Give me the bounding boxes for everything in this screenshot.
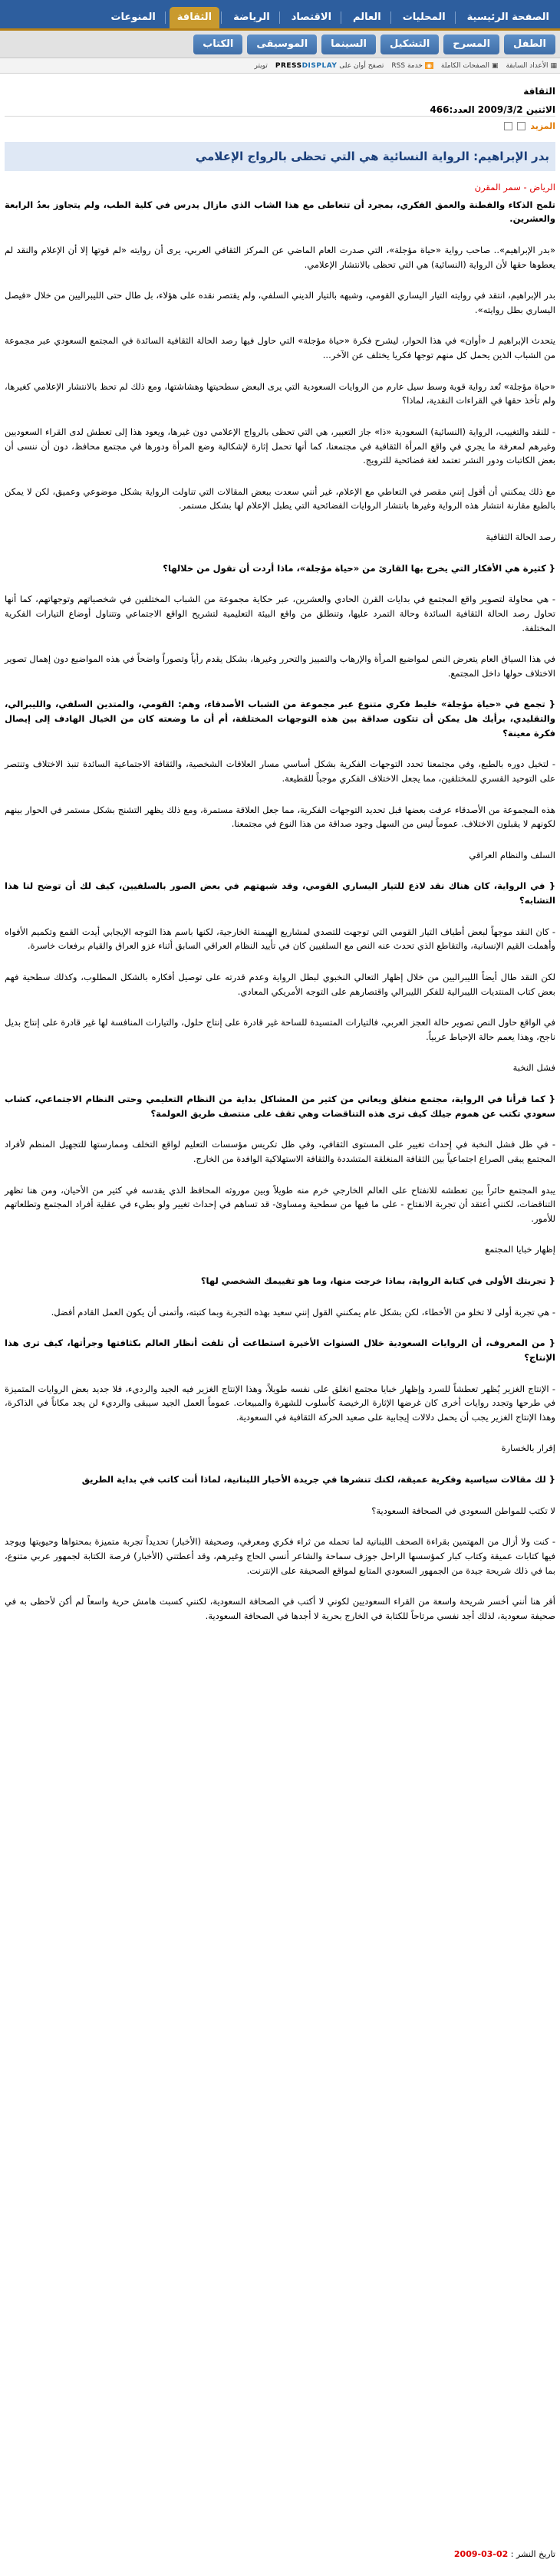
section-subheading: إظهار خبايا المجتمع bbox=[485, 1244, 555, 1255]
spacer bbox=[5, 317, 555, 334]
spacer bbox=[5, 635, 555, 652]
more-link[interactable]: المزيد bbox=[530, 121, 555, 131]
subnav-item[interactable]: المسرح bbox=[443, 35, 499, 54]
nav-tab[interactable]: المحليات bbox=[402, 12, 446, 23]
spacer bbox=[5, 363, 555, 380]
nav-separator bbox=[390, 12, 391, 24]
pages-icon: ▣ bbox=[491, 61, 499, 70]
interview-question: { كما قرأنا في الرواية، مجتمع منغلق ويعاني من كثير من المشاكل بداية من النظام التعليمي وحتى النظام الاجتماعي، كشاب سعودي تكتب عن هموم جيلك كيف ترى هذه التناقضات وهي تقف على منتصف طريق العولمة؟ bbox=[5, 1094, 555, 1119]
spacer bbox=[5, 1424, 555, 1441]
spacer bbox=[5, 740, 555, 757]
article-paragraph: - كان النقد موجهاً لبعض أطياف التيار القومي التي توجهت للتصدي لمشاريع الهيمنة الخارجية، لكنها باسم هذا التوجه الإيجابي أيدت القمع وتكميم الأفواه وأهملت القيم الإنسانية، والتقاطع الذي تحدث عنه النص مع السلفيين كان في تأييد النظام العراقي السابق أثناء غزو العراق والقيام برفعات خاسرة. bbox=[5, 926, 555, 952]
nav-separator bbox=[279, 12, 280, 24]
article-paragraph: أقر هنا أنني أخسر شريحة واسعة من القراء السعوديين لكوني لا أكتب في الصحافة السعودية، لكنني كسبت هامش حرية واسعاً لم أكن لأحظى به في صحيفة سعودية، لذلك أجد نفسي مرتاحاً للكتابة في الخارج بحرية لا أجدها في الصحافة السعودية. bbox=[5, 1596, 555, 1621]
article-paragraph: «بدر الإبراهيم».. صاحب رواية «حياة مؤجلة»، التي صدرت العام الماضي عن المركز الثقافي العربي، يرى أن روايته «لم قوتها إلا أن الإعلام والنقد لم يعطوها حقها لأن الرواية (النسائية) هي التي تحظى بالانتشار الإعلامي. bbox=[5, 244, 555, 270]
spacer bbox=[5, 953, 555, 970]
spacer bbox=[5, 1578, 555, 1594]
article-paragraph: في الواقع حاول النص تصوير حالة العجز العربي، فالتيارات المتسيدة للساحة غير قادرة على إنتاج حلول، والتيارات المنافسة لها غير قادرة على إنتاج بديل ناجح، وهذا يعمم حالة الإحباط عربياً. bbox=[5, 1017, 555, 1042]
spacer bbox=[5, 226, 555, 243]
section-subheading: إقرار بالخسارة bbox=[501, 1443, 555, 1454]
calendar-icon: ▦ bbox=[550, 61, 557, 70]
interview-question: { لك مقالات سياسية وفكرية عميقة، لكنك تنشرها في جريدة الأخبار اللبنانية، لماذا أنت كاتب في بداية الطريق bbox=[81, 1474, 555, 1485]
nav-separator bbox=[221, 12, 222, 24]
subnav-item[interactable]: الطفل bbox=[504, 35, 555, 54]
subnav-item[interactable]: الكتاب bbox=[193, 35, 242, 54]
article-paragraph: مع ذلك يمكنني أن أقول إنني مقصر في التعاطي مع الإعلام، غير أنني سعدت ببعض المقالات التي تناولت الرواية بشكل موضوعي وعميق، لكن لا يمكن بالطبع مقارنة انتشار هذه الرواية وغيرها بانتشار الروايات الفضائحية التي يطبل الإعلام لها بشكل مستمر. bbox=[5, 485, 555, 512]
article-paragraph: - لتخيل دوره بالطبع، وفي مجتمعنا تحدد التوجهات الفكرية بشكل أساسي مسار العلاقات الشخصية، والثقافة الاجتماعية السائدة تنبذ الاختلاف وتنتصر على التوحيد القسري للمختلفين، مما يجعل الاختلاف الفكري موجباً للقطيعة. bbox=[5, 758, 555, 784]
spacer bbox=[5, 1288, 555, 1305]
spacer bbox=[5, 786, 555, 803]
spacer bbox=[5, 831, 555, 848]
article-paragraph: - للنقد والتغييب، الرواية (النسائية) السعودية «ذا» جاز التعبير، هي التي تحظى بالرواج الإعلامي دون غيرها، ويعود هذا إلى تعطش لدى القراء السعوديين وغيرهم لمعرفة ما يجري في واقع المرأة الثقافية في مجتمعنا، كما أنها تحمل إثارة لإشكالية وضع المرأة ودورها في مجتمع محافظ، دون أن ننسى أن بعض الكاتبات ودور النشر تعتمد لغة فضائحية للترويج. bbox=[5, 426, 555, 466]
interview-question: { في الرواية، كان هناك نقد لاذع للتيار اليساري القومي، وقد شبهتهم في بعض الصور بالسلفيين، كيف لك أن توضح لنا هذا التشابه؟ bbox=[5, 880, 555, 906]
article-paragraph: هذه المجموعة من الأصدقاء عرفت بعضها قبل تحديد التوجهات الفكرية، مما جعل العلاقة مستمرة، ومع ذلك يظهر التشنج بشكل مستمر في الحوار بينهم لكونهم لا يقبلون الاختلاف. عموماً ليس من السهل وجود صداقة من هذا النوع في مجتمعنا. bbox=[5, 804, 555, 830]
more-row bbox=[5, 121, 555, 131]
rss-icon: ◉ bbox=[426, 62, 432, 69]
byline: الرياض - سمر المقرن bbox=[474, 182, 555, 192]
interview-question: { تجمع في «حياة مؤجلة» خليط فكري متنوع عبر مجموعة من الشباب الأصدقاء، وهم: القومي، والمتدين السلفي، والليبرالي، والتقليدي، برأيك هل يمكن أن تتكون صداقة بين هذه التوجهات المختلفة، أم أن ما وضعته كان من الخيال الهادف إلى إيصال فكرة معينة؟ bbox=[5, 699, 555, 739]
spacer bbox=[5, 1044, 555, 1061]
nav-tab[interactable]: العالم bbox=[353, 12, 381, 23]
section-subheading: رصد الحالة الثقافية bbox=[486, 531, 555, 542]
spacer bbox=[5, 1225, 555, 1242]
nav-tab[interactable]: المنوعات bbox=[110, 12, 156, 23]
spacer bbox=[5, 998, 555, 1015]
article-paragraph: يتحدث الإبراهيم لـ «أوان» في هذا الحوار، ليشرح فكرة «حياة مؤجلة» التي حاول فيها رصد الحالة الثقافية السائدة في المجتمع السعودي عبر مجموعة من الشباب الذين يحمل كل منهم توجها فكريا يختلف عن الآخر... bbox=[5, 335, 555, 360]
spacer bbox=[5, 468, 555, 485]
spacer bbox=[5, 1166, 555, 1183]
nav-separator bbox=[165, 12, 166, 24]
spacer bbox=[5, 680, 555, 697]
press-display-logo: PRESSDISPLAY bbox=[275, 61, 338, 70]
spacer bbox=[5, 513, 555, 530]
spacer bbox=[5, 1120, 555, 1137]
spacer bbox=[5, 408, 555, 425]
top-nav bbox=[0, 0, 560, 31]
archive-link[interactable]: ▦ الأعداد السابقة bbox=[506, 61, 557, 70]
interview-question: { تجربتك الأولى في كتابة الرواية، بماذا خرجت منها، وما هو تقييمك الشخصي لها؟ bbox=[200, 1275, 555, 1286]
article-paragraph: في هذا السياق العام يتعرض النص لمواضيع المرأة والإرهاب والتمييز والتحرر وغيرها، بشكل يقدم رأياً وتصوراً واضحاً في هذه المواضيع دون إهمال تصوير الاختلاف حولها داخل المجتمع. bbox=[5, 653, 555, 679]
article-paragraph: - في ظل فشل النخبة في إحداث تغيير على المستوى الثقافي، وفي ظل تكريس مؤسسات التعليم لواقع التخلف وممارستها للتجهيل المنظم لأفراد المجتمع يبقى الصراع اجتماعياً بين الثقافة المنغلقة المتشددة والثقافة الاستهلاكية الوافدة من الخارج. bbox=[5, 1139, 555, 1164]
section-subheading: فشل النخبة bbox=[512, 1062, 555, 1074]
twitter-link[interactable]: تويتر bbox=[254, 61, 268, 70]
spacer bbox=[5, 1487, 555, 1504]
nav-separator bbox=[455, 12, 456, 24]
interview-question: { كثيرة هي الأفكار التي يخرج بها القارئ من «حياة مؤجلة»، ماذا أردت أن تقول من خلالها؟ bbox=[163, 562, 555, 574]
spacer bbox=[5, 862, 555, 879]
issue-bar bbox=[5, 103, 555, 117]
spacer bbox=[5, 1319, 555, 1336]
article-paragraph: يبدو المجتمع حائراً بين تعطشه للانفتاح على العالم الخارجي خرم منه طويلاً وبين موروثه المحافظ الذي يقدسه في كثير من الأحيان، ومن هنا تظهر التناقضات، لكنني أعتقد أن تجربة الانفتاح - على ما فيها من سطحية ومساوئ- قد تساهم في إحداث تغيير ولو بطيء في عقلية أفراد المجتمع وتطلعاتهم للأمور. bbox=[5, 1184, 555, 1224]
tools-bar bbox=[0, 58, 560, 74]
article-paragraph: - هي تجربة أولى لا تخلو من الأخطاء، لكن بشكل عام يمكنني القول إنني سعيد بهذه التجربة وبما كتبته، وأتمنى أن يكون العمل القادم أفضل. bbox=[51, 1306, 555, 1318]
sub-nav bbox=[0, 31, 560, 58]
issue-number: العدد:466 bbox=[430, 104, 475, 115]
nav-tab[interactable]: الثقافة bbox=[170, 7, 219, 28]
article-paragraph: لكن النقد طال أيضاً الليبراليين من خلال إظهار التعالي النخبوي لبطل الرواية وعدم قدرته على توصيل أفكاره بالشكل المطلوب، وكذلك سطحية فهم بعض كتاب المنتديات الليبرالية للفكر الليبرالي واقتصارهم على التوجه الأمريكي المعادي. bbox=[5, 971, 555, 997]
spacer bbox=[5, 544, 555, 561]
nav-tab[interactable]: الاقتصاد bbox=[291, 12, 332, 23]
subnav-item[interactable]: التشكيل bbox=[380, 35, 439, 54]
print-icon[interactable] bbox=[504, 122, 512, 130]
issue-info bbox=[430, 103, 555, 116]
spacer bbox=[5, 1365, 555, 1382]
interview-question: { من المعروف، أن الروايات السعودية خلال السنوات الأخيرة استطاعت أن تلفت أنظار العالم بكثافتها وجرأتها، كيف ترى هذا الإنتاج؟ bbox=[5, 1337, 555, 1363]
lead-paragraph: تلمح الذكاء والفطنة والعمق الفكري، بمجرد أن تتعاطى مع هذا الشاب الذي مازال يدرس في كلية الطب، ولم يتجاوز بعدُ الرابعة والعشرين. bbox=[5, 199, 555, 225]
spacer bbox=[5, 1257, 555, 1274]
email-icon[interactable] bbox=[517, 122, 525, 130]
article-headline: بدر الإبراهيم: الرواية النسائية هي التي تحظى بالرواج الإعلامي bbox=[5, 142, 555, 171]
spacer bbox=[5, 575, 555, 592]
nav-tab[interactable]: الصفحة الرئيسية bbox=[466, 12, 549, 23]
sections-block bbox=[5, 513, 555, 1623]
spacer bbox=[5, 1518, 555, 1535]
spacer bbox=[5, 908, 555, 925]
publish-date: تاريخ النشر : 02-03-2009 bbox=[453, 2549, 555, 2559]
subnav-item[interactable]: الموسيقى bbox=[247, 35, 317, 54]
article-paragraph: لا تكتب للمواطن السعودي في الصحافة السعودية؟ bbox=[371, 1505, 555, 1516]
spacer bbox=[5, 1456, 555, 1472]
nav-tab[interactable]: الرياضة bbox=[233, 12, 270, 23]
spacer bbox=[5, 271, 555, 288]
rss-link[interactable]: ◉ خدمة RSS bbox=[391, 61, 432, 70]
issue-date: الاثنين 2009/3/2 bbox=[477, 104, 555, 115]
intro-block bbox=[5, 226, 555, 513]
article-body bbox=[0, 171, 560, 1623]
article-paragraph: «حياة مؤجلة» تُعد رواية قوية وسط سيل عارم من الروايات السعودية التي يرى البعض سطحيتها وهشاشتها، ومع ذلك لم تحظ بالانتشار الإعلامي كغيرها، ولم تأخذ حقها في القراءات النقدية، لماذا؟ bbox=[5, 380, 555, 406]
press-display-link[interactable]: تصفح أوان على PRESSDISPLAY bbox=[275, 61, 384, 70]
subnav-item[interactable]: السينما bbox=[321, 35, 376, 54]
article-paragraph: بدر الإبراهيم، انتقد في روايته التيار اليساري القومي، وشبهه بالتيار الديني السلفي، ولم يقتصر نقده على هؤلاء، بل طال حتى الليبراليين من خلال «فيصل اليساري بطل روايته». bbox=[5, 290, 555, 315]
article-paragraph: - كنت ولا أزال من المهتمين بقراءة الصحف اللبنانية لما تحمله من ثراء فكري ومعرفي، وصحيفة (الأخبار) تحديداً تجربة متميزة بمحتواها وحيويتها ويوجد فيها كتابات عميقة وكتاب كبار كمؤسسها الراحل جوزف سماحة والشاعر أنسي الحاج وغيرهم، وقد أعطتني (الأخبار) فرصة الكتابة لجمهور عربي متنوع، بما في ذلك شريحة جيدة من الجمهور السعودي المتابع لمواقع الصحيفة على الإنترنت. bbox=[5, 1536, 555, 1576]
article-paragraph: - الإنتاج الغزير يُظهر تعطشاً للسرد وإظهار خبايا مجتمع انغلق على نفسه طويلاً، وهذا الإنتاج الغزير فيه الجيد والرديء، فلا جديد بعض الروايات المتميزة في طرحها وتجدد روايات أخرى كان غرضها الإثارة الرخيصة كأسلوب للشهرة والمبيعات. عموماً العمل الجيد سيبقى والرديء لن يجد مكاناً في الذاكرة، وهذا الإنتاج الغزير يجب أن يحمل دلالات إيجابية على صعيد الحركة الثقافية في السعودية. bbox=[5, 1383, 555, 1423]
section-subheading: السلف والنظام العراقي bbox=[469, 849, 555, 860]
full-pages-link[interactable]: ▣ الصفحات الكاملة bbox=[440, 61, 499, 70]
article-paragraph: - هي محاولة لتصوير واقع المجتمع في بدايات القرن الحادي والعشرين، عبر حكاية مجموعة من الشباب المختلفين في شخصياتهم وتوجهاتهم، كما أنها تحاول رصد الحالة الثقافية السائدة وحالة التمرد عليها، وتنطلق من واقع البيئة التعليمية لتشريح الواقع الاجتماعي وتتناول أوضاع التيارات الفكرية المختلفة. bbox=[5, 594, 555, 633]
section-title: الثقافة bbox=[523, 86, 555, 97]
spacer bbox=[5, 1075, 555, 1092]
